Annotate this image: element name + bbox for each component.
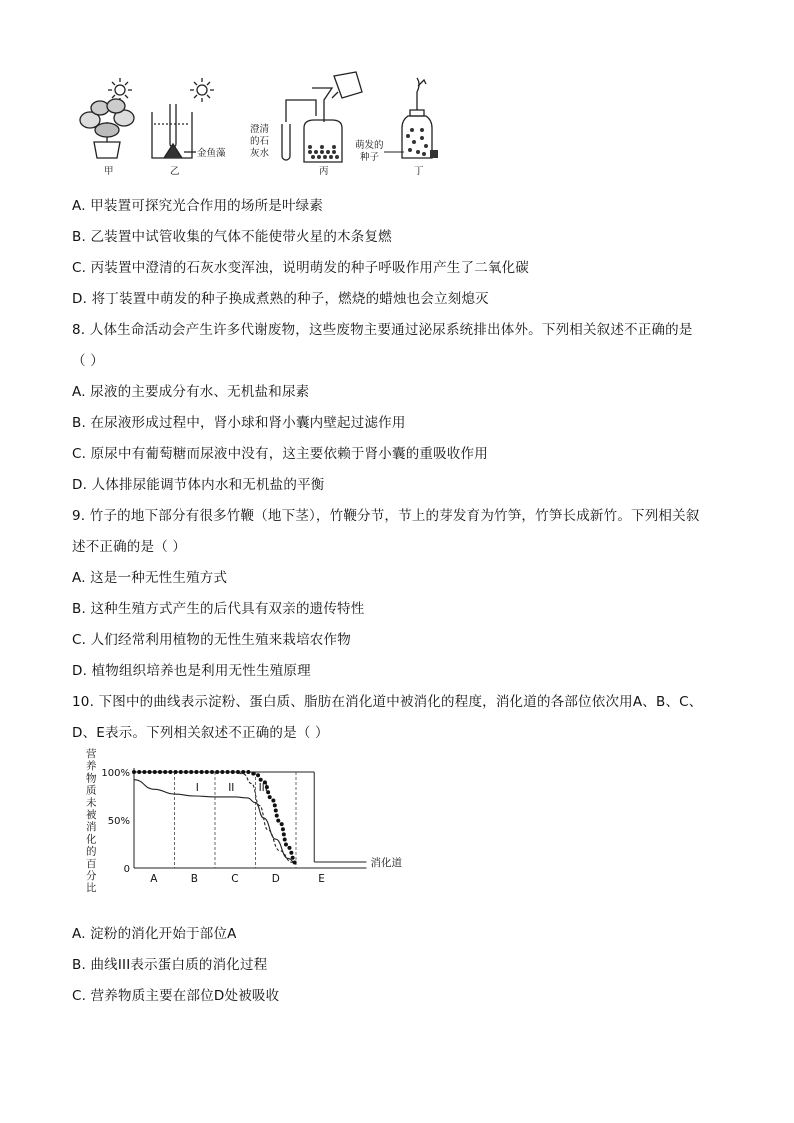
q7-option-c: C. 丙装置中澄清的石灰水变浑浊，说明萌发的种子呼吸作用产生了二氧化碳 (72, 260, 530, 276)
q8-stem: 8. 人体生命活动会产生许多代谢废物，这些废物主要通过泌尿系统排出体外。下列相关叙述不正确的是 (72, 322, 693, 338)
q9-stem: 9. 竹子的地下部分有很多竹鞭（地下茎），竹鞭分节，节上的芽发育为竹笋，竹笋长成新竹。下列相关叙 (72, 508, 700, 524)
q7-option-a: A. 甲装置可探究光合作用的场所是叶绿素 (72, 198, 324, 214)
series-iii-dot (174, 770, 178, 774)
series-iii-dot (200, 770, 204, 774)
q8-blank: （ ） (72, 353, 104, 369)
series-iii-dot (142, 770, 146, 774)
series-iii-dot (226, 770, 230, 774)
sun-icon (190, 78, 214, 102)
q8-option-c: C. 原尿中有葡萄糖而尿液中没有，这主要依赖于肾小囊的重吸收作用 (72, 446, 488, 462)
chart-x-tick-label: D (271, 873, 280, 885)
label-yi: 乙 (170, 166, 180, 177)
beaker-test-tube-icon (152, 104, 196, 158)
series-iii-dot (289, 851, 293, 855)
label-ding: 丁 (414, 166, 424, 177)
series-iii-dot (291, 856, 295, 860)
series-iii-dot (148, 770, 152, 774)
chart-y-label-char: 养 (86, 760, 97, 773)
chart-y-label-char: 比 (86, 882, 97, 895)
q9-option-d: D. 植物组织培养也是利用无性生殖原理 (72, 663, 311, 679)
series-iii-dot (137, 770, 141, 774)
sun-icon (108, 78, 132, 102)
series-iii-dot (205, 770, 209, 774)
q10-stem-cont: D、E表示。下列相关叙述不正确的是（ ） (72, 725, 329, 741)
series-iii-dot (215, 770, 219, 774)
digestion-chart (72, 747, 402, 907)
label-goldfish-weed: 金鱼藻 (197, 148, 226, 159)
chart-x-tick-label: C (231, 873, 239, 885)
q8-option-a: A. 尿液的主要成分有水、无机盐和尿素 (72, 384, 310, 400)
series-iii-dot (293, 860, 297, 864)
q8-option-d: D. 人体排尿能调节体内水和无机盐的平衡 (72, 477, 325, 493)
experiment-apparatus-figure (72, 72, 452, 180)
series-iii-dot (168, 770, 172, 774)
series-iii-dot (251, 772, 255, 776)
q10-stem: 10. 下图中的曲线表示淀粉、蛋白质、脂肪在消化道中被消化的程度，消化道的各部位依次用A、B、C、 (72, 694, 703, 710)
q9-option-c: C. 人们经常利用植物的无性生殖来栽培农作物 (72, 632, 351, 648)
chart-y-label-char: 营 (86, 748, 97, 760)
label-limewater-1: 澄清 (250, 124, 270, 135)
series-iii-dot (274, 809, 278, 813)
series-iii-dot (210, 770, 214, 774)
chart-y-tick-label: 0 (123, 864, 130, 875)
series-iii-dot (241, 770, 245, 774)
series-label-ii: II (228, 782, 235, 795)
q9-option-b: B. 这种生殖方式产生的后代具有双亲的遗传特性 (72, 601, 365, 617)
q7-option-d: D. 将丁装置中萌发的种子换成煮熟的种子，燃烧的蜡烛也会立刻熄灭 (72, 291, 489, 307)
series-iii-dot (163, 770, 167, 774)
series-iii-dot (189, 770, 193, 774)
potted-plant-icon (80, 99, 134, 158)
series-iii-dot (275, 814, 279, 818)
label-limewater-2: 的石 (250, 136, 270, 147)
chart-y-label-char: 分 (86, 870, 97, 882)
series-iii-dot (273, 803, 277, 807)
series-iii-dot (158, 770, 162, 774)
series-iii-dot (280, 822, 284, 826)
q10-option-a: A. 淀粉的消化开始于部位A (72, 926, 237, 942)
series-iii-dot (231, 770, 235, 774)
series-iii-dot (259, 778, 263, 782)
q10-option-c: C. 营养物质主要在部位D处被吸收 (72, 988, 280, 1004)
chart-y-label-char: 质 (86, 784, 97, 797)
series-iii-dot (276, 819, 280, 823)
series-iii-dot (246, 770, 250, 774)
chart-y-tick-label: 50% (107, 816, 130, 827)
chart-y-label-char: 化 (86, 833, 97, 846)
series-label-i: I (195, 782, 199, 795)
series-iii-dot (271, 798, 275, 802)
chart-y-tick-label: 100% (101, 768, 130, 779)
label-sprouting-seeds-2: 种子 (360, 152, 380, 163)
chart-x-tick-label: E (318, 873, 325, 885)
series-iii-dot (220, 770, 224, 774)
series-iii-dot (194, 770, 198, 774)
series-iii-dot (132, 770, 136, 774)
q7-option-b: B. 乙装置中试管收集的气体不能使带火星的木条复燃 (72, 229, 392, 245)
series-iii-dot (268, 795, 272, 799)
jar-candle-icon (402, 78, 438, 158)
chart-x-tick-label: B (190, 873, 198, 885)
label-limewater-3: 灰水 (250, 148, 270, 159)
chart-x-tick-label: A (150, 873, 158, 885)
chart-y-label-char: 百 (86, 857, 97, 870)
chart-x-axis-label: 消化道 (370, 857, 402, 869)
q8-option-b: B. 在尿液形成过程中，肾小球和肾小囊内壁起过滤作用 (72, 415, 406, 431)
chart-y-label-char: 消 (86, 821, 97, 834)
chart-y-axis-label (86, 747, 97, 894)
series-iii-dot (283, 837, 287, 841)
chart-y-label-char: 的 (86, 845, 97, 858)
series-iii-dot (153, 770, 157, 774)
series-iii-dot (287, 846, 291, 850)
series-label-iii: III (258, 782, 268, 795)
chart-y-label-char: 未 (86, 796, 97, 809)
series-iii-dot (282, 832, 286, 836)
series-iii-dot (281, 827, 285, 831)
series-iii-dot (284, 842, 288, 846)
label-sprouting-seeds-1: 萌发的 (355, 140, 384, 151)
limewater-flask-icon (282, 72, 362, 162)
chart-y-label-char: 物 (86, 772, 97, 785)
q9-stem-cont: 述不正确的是（ ） (72, 539, 187, 555)
label-jia: 甲 (104, 166, 114, 177)
series-iii-dot (256, 773, 260, 777)
label-bing: 丙 (319, 166, 329, 177)
series-iii-dot (179, 770, 183, 774)
series-iii-dot (184, 770, 188, 774)
chart-y-label-char: 被 (86, 809, 97, 821)
q9-option-a: A. 这是一种无性生殖方式 (72, 570, 228, 586)
series-iii-dot (236, 770, 240, 774)
q10-option-b: B. 曲线III表示蛋白质的消化过程 (72, 957, 268, 973)
